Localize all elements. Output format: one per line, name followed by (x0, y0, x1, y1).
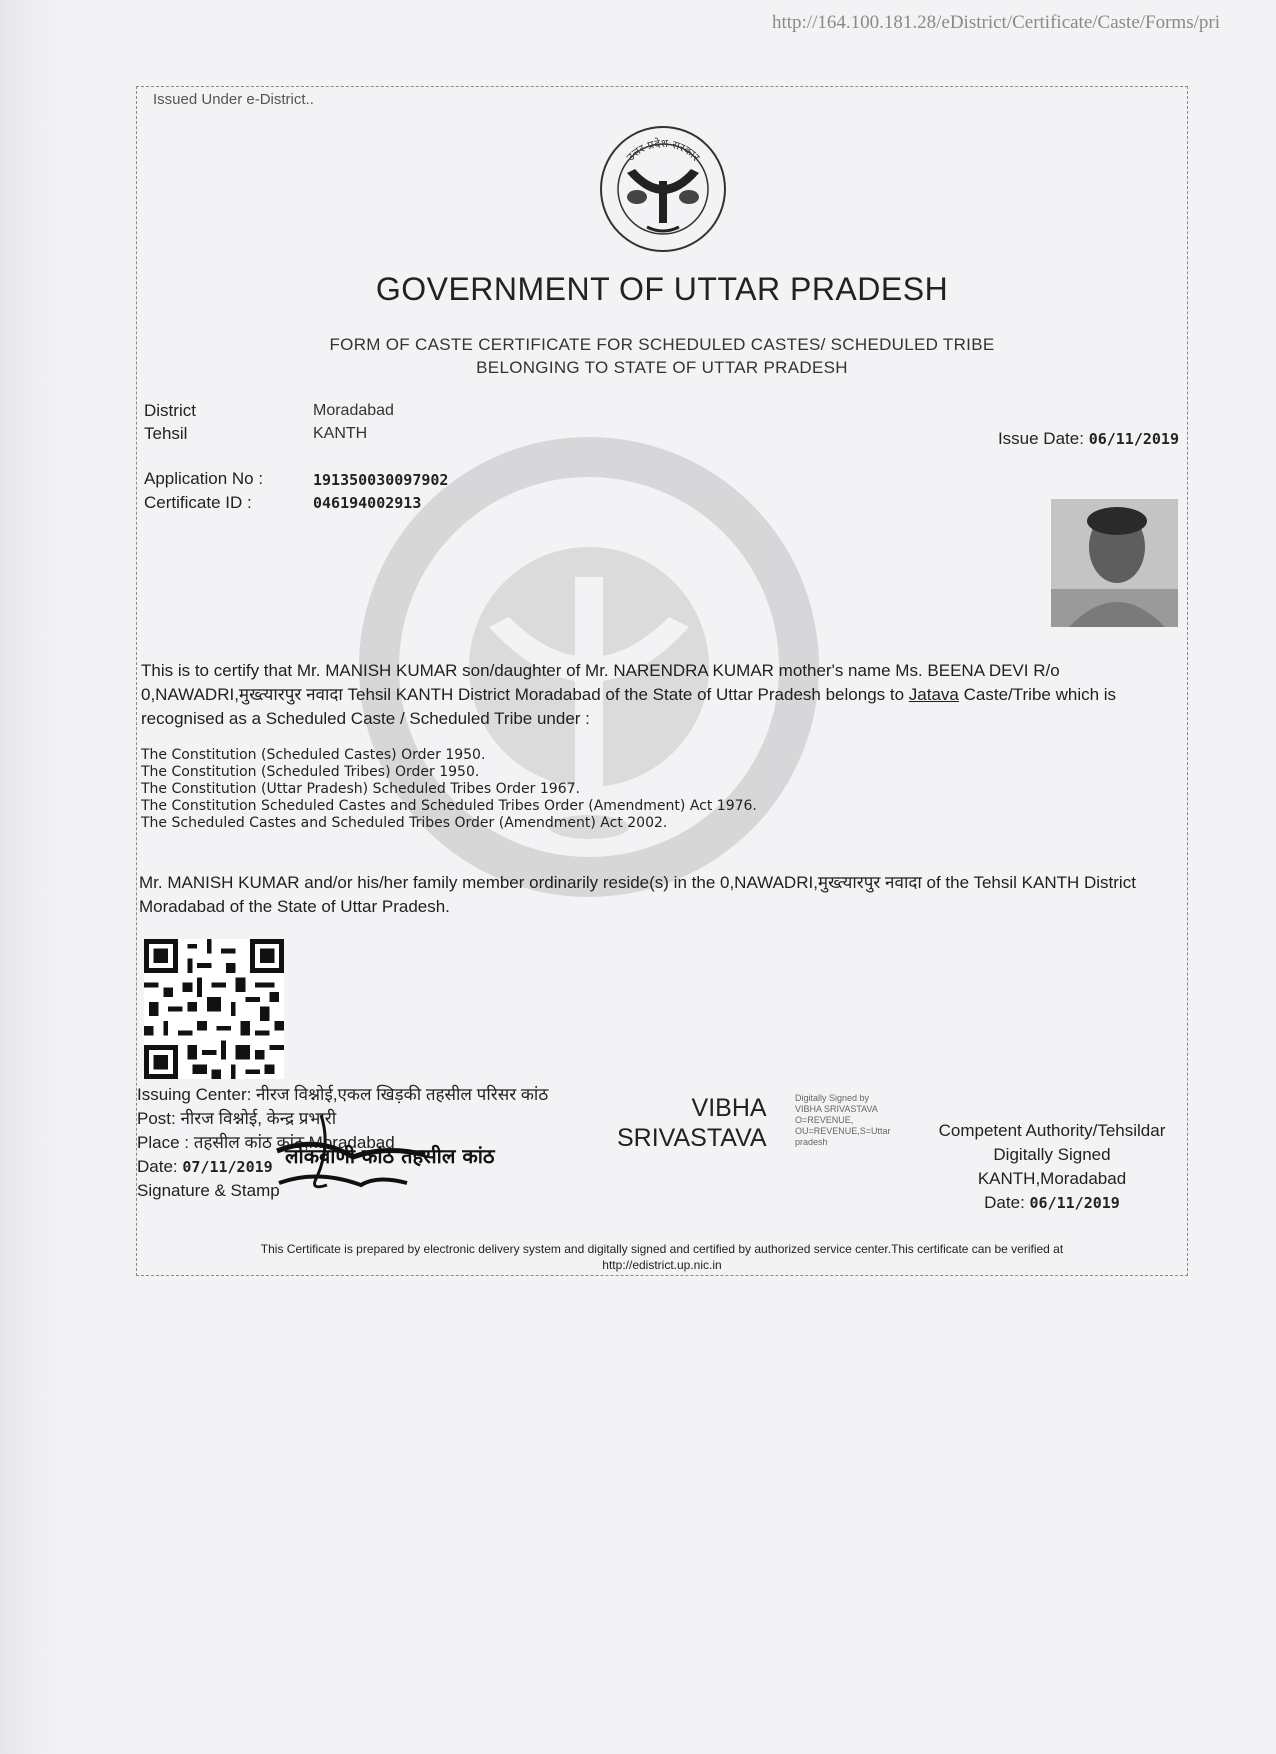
svg-text:उत्तर प्रदेश सरकार (624, 137, 703, 164)
applicant-photo (1051, 499, 1178, 627)
residence-statement: Mr. MANISH KUMAR and/or his/her family member ordinarily reside(s) in the 0,NAWADRI,मुख्त्यारपुर नवादा of the Tehsil KANTH District Moradabad of the State of Uttar Pradesh. (139, 873, 1136, 916)
dsig-line: O=REVENUE, (795, 1115, 854, 1125)
subtitle-line-1: FORM OF CASTE CERTIFICATE FOR SCHEDULED CASTES/ SCHEDULED TRIBE (329, 335, 995, 354)
issuing-date-value: 07/11/2019 (182, 1158, 273, 1176)
qr-code (144, 939, 284, 1079)
dsig-line: VIBHA SRIVASTAVA (795, 1104, 878, 1114)
authority-location: KANTH,Moradabad (977, 1169, 1127, 1188)
certificate-id-label: Certificate ID : (144, 493, 252, 512)
district-value: Moradabad (313, 402, 394, 419)
tehsil-label: Tehsil (144, 424, 188, 443)
signer-last-name: SRIVASTAVA (617, 1124, 767, 1152)
authority-signed: Digitally Signed (993, 1145, 1111, 1164)
dsig-line: pradesh (795, 1137, 828, 1147)
verification-footer (137, 1241, 1187, 1273)
tehsil-value: KANTH (313, 425, 368, 442)
signer-name (617, 1093, 767, 1153)
authority-title: Competent Authority/Tehsildar (938, 1121, 1166, 1140)
district-label: District (144, 401, 196, 420)
government-title: GOVERNMENT OF UTTAR PRADESH (375, 271, 949, 307)
authority-date-label: Date: (984, 1193, 1025, 1212)
order-item: The Scheduled Castes and Scheduled Tribes Order (Amendment) Act 2002. (141, 815, 668, 831)
stamp-ink (257, 1105, 495, 1195)
order-item: The Constitution Scheduled Castes and Scheduled Tribes Order (Amendment) Act 1976. (141, 798, 757, 814)
certificate-subtitle (137, 333, 1187, 379)
issue-date-label: Issue Date: (997, 429, 1084, 448)
certificate-id-value: 046194002913 (313, 494, 422, 512)
verification-url[interactable]: http://edistrict.up.nic.in (602, 1258, 722, 1272)
footer-note: This Certificate is prepared by electronic delivery system and digitally signed and certified by authorized service center.This certificate can be verified at (260, 1242, 1064, 1256)
authority-date (917, 1191, 1187, 1215)
signature-stamp-label: Signature & Stamp (137, 1181, 280, 1200)
signer-first-name: VIBHA (691, 1094, 767, 1122)
order-item: The Constitution (Uttar Pradesh) Scheduled Tribes Order 1967. (141, 781, 580, 797)
certification-statement (141, 659, 1157, 731)
issued-under-label: Issued Under e-District.. (153, 91, 314, 108)
caste-certificate (136, 86, 1188, 1276)
issuing-post: Post: नीरज विश्नोई, केन्द्र प्रभारी (137, 1109, 337, 1128)
order-item: The Constitution (Scheduled Tribes) Order 1950. (141, 764, 480, 780)
authority-date-value: 06/11/2019 (1029, 1194, 1120, 1212)
issue-date (998, 429, 1179, 449)
application-no-value: 191350030097902 (313, 471, 449, 489)
dsig-line: Digitally Signed by (795, 1093, 870, 1103)
issuing-place: Place : तहसील कांठ कांठ,Moradabad (137, 1133, 395, 1152)
stamp-text: लोकवाणी कांठ तहसील कांठ (285, 1144, 495, 1168)
issuing-date-label: Date: (137, 1157, 178, 1176)
up-government-emblem (597, 123, 729, 255)
scan-edge (0, 0, 60, 1754)
certify-text: This is to certify that Mr. MANISH KUMAR son/daughter of Mr. NARENDRA KUMAR mother's name Ms. BEENA DEVI R/o 0,NAWADRI,मुख्त्यारपुर नवादा Tehsil KANTH District Moradabad of the State of Uttar Pradesh belongs to (141, 661, 1060, 704)
emblem-text: उत्तर प्रदेश सरकार (623, 136, 703, 164)
dsig-line: OU=REVENUE,S=Uttar (795, 1126, 891, 1136)
order-item: The Constitution (Scheduled Castes) Order 1950. (141, 747, 486, 763)
digital-signature-details (795, 1093, 891, 1148)
application-no-label: Application No : (144, 469, 264, 488)
caste-name: Jatava (908, 685, 959, 704)
issuing-center: Issuing Center: नीरज विश्नोई,एकल खिड़की तहसील परिसर कांठ (137, 1085, 549, 1104)
print-url: http://164.100.181.28/eDistrict/Certificate/Caste/Forms/pri (771, 12, 1220, 33)
competent-authority (917, 1119, 1187, 1215)
certify-text-end: Caste/Tribe which is recognised as a Scheduled Caste / Scheduled Tribe under : (141, 685, 1117, 728)
subtitle-line-2: BELONGING TO STATE OF UTTAR PRADESH (476, 358, 848, 377)
orders-list (141, 747, 757, 832)
issue-date-value: 06/11/2019 (1088, 430, 1179, 448)
